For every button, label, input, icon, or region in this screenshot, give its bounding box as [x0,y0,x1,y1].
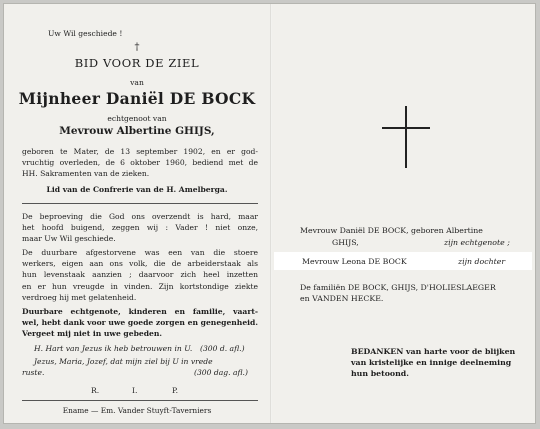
printer-text: Ename — Em. Vander Stuyft-Taverniers [62,406,212,415]
memorial-card [3,3,536,424]
left-page [4,4,270,423]
wish-text: Uw Wil geschiede ! [48,29,123,38]
deceased-name: Mijnheer Daniël DE BOCK [18,89,256,108]
prayer-heading: BID VOOR DE ZIEL [74,56,200,70]
cross-icon-bar [382,127,430,129]
paragraph-line: en er hun vreugde in vinden. Zijn kortstondige ziekte [22,281,258,291]
paragraph-line: wel, hebt dank voor uwe goede zorgen en genegenheid. [22,318,258,328]
prayer-1-indulgence: (300 d. afl.) [200,344,245,353]
thanks-line-3: hun betoond. [351,369,409,378]
van-text: van [130,78,144,87]
divider [22,203,258,204]
cross-icon [405,106,407,168]
paragraph-line: De duurbare afgestorvene was een van die stoere [22,248,258,257]
prayer-2-line-2: ruste. [22,368,45,377]
rip-i: I. [132,386,138,395]
paragraph-line: verdroeg hij met gelatenheid. [22,292,137,302]
spouse-intro: echtgenoot van [107,114,167,123]
spouse-name: Mevrouw Albertine GHIJS, [59,125,215,137]
divider [22,400,258,401]
rip-r: R. [91,386,100,395]
paragraph-line: Duurbare echtgenote, kinderen en familie, vaart- [22,307,258,316]
daughter-name: Mevrouw Leona DE BOCK [302,257,407,266]
daughter-role: zijn dochter [458,257,506,266]
paragraph-line: werkers, eigen aan ons volk, die de arbeiderstaak als [22,259,258,269]
confraternity-text: Lid van de Confrerie van de H. Amelberga. [46,185,228,194]
bio-line: geboren te Mater, de 13 september 1902, en er god- [22,147,258,156]
bio-line: vruchtig overleden, de 6 oktober 1960, bediend met de [22,158,258,168]
thanks-line-1: BEDANKEN van harte voor de blijken [351,347,516,356]
paragraph-line: maar Uw Wil geschiede. [22,234,116,244]
thanks-line-2: van kristelijke en innige deelneming [351,358,512,367]
paragraph-line: De beproeving die God ons overzendt is hard, maar [22,212,258,221]
right-page [272,4,537,423]
prayer-2-line-1: Jezus, Maria, Jozef, dat mijn ziel bij U in vrede [34,357,213,366]
paragraph-line: Vergeet mij niet in uwe gebeden. [22,329,163,339]
rip-p: P. [172,386,178,395]
paragraph-3 [22,306,258,340]
bio-line: HH. Sakramenten van de zieken. [22,169,150,179]
prayer-1-text: H. Hart van Jezus ik heb betrouwen in U. [34,344,193,353]
widow-line-1: Mevrouw Daniël DE BOCK, geboren Albertine [300,226,483,235]
paragraph-line: het hoofd buigend, zeggen wij : Vader ! niet onze, [22,223,258,233]
paragraph-1 [22,211,258,245]
families-line-2: en VANDEN HECKE. [300,294,384,303]
widow-role: zijn echtgenote ; [444,238,510,247]
paragraph-line: hun levenstaak aanzien ; daarvoor zich heel inzetten [22,270,258,280]
cross-icon: † [134,42,140,53]
prayer-2-indulgence: (300 dag. afl.) [194,368,248,377]
bio-paragraph [22,146,258,180]
widow-surname: GHIJS, [332,238,359,247]
families-line-1: De familiën DE BOCK, GHIJS, D'HOLIESLAEGER [300,283,496,292]
paragraph-2 [22,247,258,303]
